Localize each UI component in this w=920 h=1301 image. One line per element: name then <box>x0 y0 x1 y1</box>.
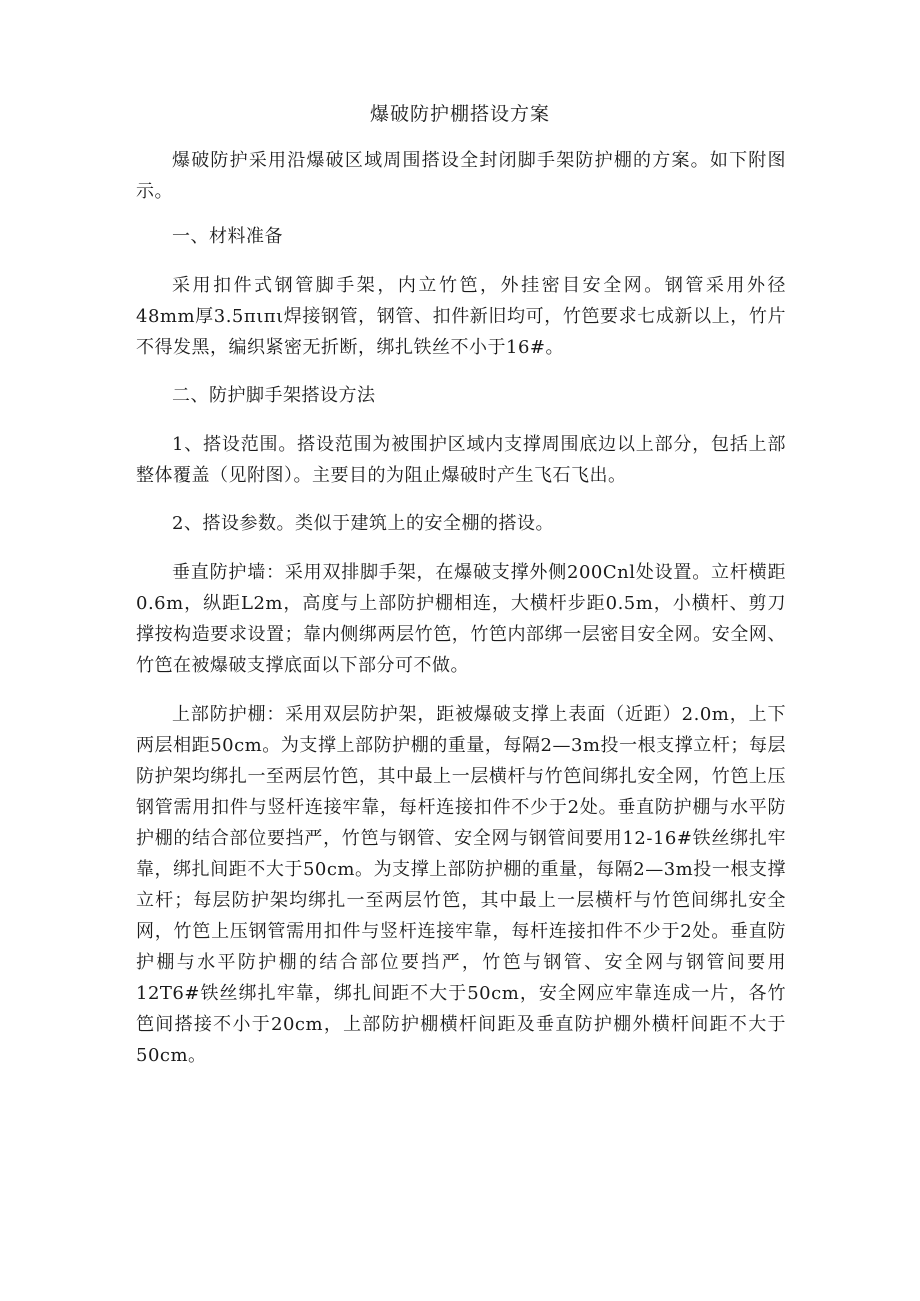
document-body <box>136 145 786 1071</box>
intro-paragraph: 爆破防护采用沿爆破区域周围搭设全封闭脚手架防护棚的方案。如下附图示。 <box>136 150 786 202</box>
materials-paragraph: 采用扣件式钢管脚手架，内立竹笆，外挂密目安全网。钢管采用外径48mm厚3.5πιπι焊接钢管，钢管、扣件新旧均可，竹笆要求七成新以上，竹片不得发黑，编织紧密无折断，绑扎铁丝不小于16#。 <box>136 275 786 358</box>
section-heading-method: 二、防护脚手架搭设方法 <box>172 385 376 406</box>
document-title: 爆破防护棚搭设方案 <box>369 103 550 125</box>
scope-paragraph: 1、搭设范围。搭设范围为被围护区域内支撑周围底边以上部分，包括上部整体覆盖（见附图）。主要目的为阻止爆破时产生飞石飞出。 <box>136 434 786 486</box>
parameters-paragraph: 2、搭设参数。类似于建筑上的安全棚的搭设。 <box>172 513 554 534</box>
upper-shed-paragraph: 上部防护棚：采用双层防护架，距被爆破支撑上表面（近距）2.0m，上下两层相距50cm。为支撑上部防护棚的重量，每隔2—3m投一根支撑立杆；每层防护架均绑扎一至两层竹笆，其中最上一层横杆与竹笆间绑扎安全网，竹笆上压钢管需用扣件与竖杆连接牢靠，每杆连接扣件不少于2处。垂直防护棚与水平防护棚的结合部位要挡严，竹笆与钢管、安全网与钢管间要用12-16#铁丝绑扎牢靠，绑扎间距不大于50cm。为支撑上部防护棚的重量，每隔2—3m投一根支撑立杆；每层防护架均绑扎一至两层竹笆，其中最上一层横杆与竹笆间绑扎安全网，竹笆上压钢管需用扣件与竖杆连接牢靠，每杆连接扣件不少于2处。垂直防护棚与水平防护棚的结合部位要挡严，竹笆与钢管、安全网与钢管间要用12T6#铁丝绑扎牢靠，绑扎间距不大于50cm，安全网应牢靠连成一片，各竹笆间搭接不小于20cm，上部防护棚横杆间距及垂直防护棚外横杆间距不大于50cm。 <box>136 704 786 1066</box>
vertical-wall-paragraph: 垂直防护墙：采用双排脚手架，在爆破支撑外侧200Cnl处设置。立杆横距0.6m，纵距L2m，高度与上部防护棚相连，大横杆步距0.5m，小横杆、剪刀撑按构造要求设置；靠内侧绑两层竹笆，竹笆内部绑一层密目安全网。安全网、竹笆在被爆破支撑底面以下部分可不做。 <box>136 562 786 676</box>
section-heading-materials: 一、材料准备 <box>172 226 283 247</box>
